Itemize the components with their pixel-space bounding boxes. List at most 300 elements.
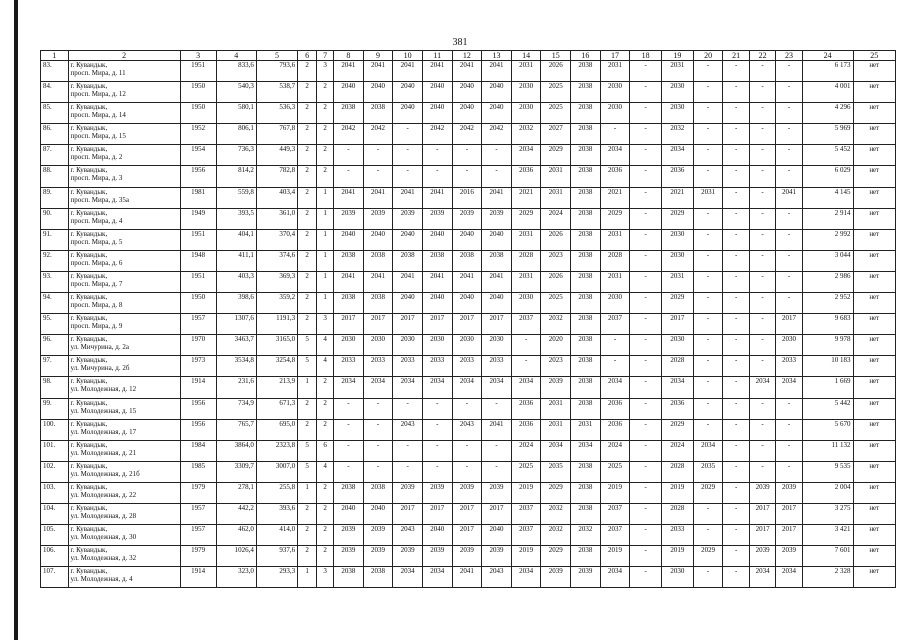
cell-col-20: - [693, 208, 723, 229]
row-number: 102. [41, 461, 69, 482]
cell-col-9: 2038 [363, 250, 393, 271]
cell-col-5: 393,6 [256, 503, 297, 524]
cell-col-23: 2041 [776, 187, 802, 208]
cell-col-15: 2034 [541, 440, 571, 461]
cell-col-10: 2040 [393, 229, 423, 250]
cell-col-22: - [749, 208, 775, 229]
column-number-17: 17 [600, 51, 630, 61]
cell-col-23: - [776, 293, 802, 314]
cell-col-23: 2039 [776, 546, 802, 567]
cell-col-25: нет [853, 398, 895, 419]
cell-col-9: - [363, 398, 393, 419]
cell-col-19: 2019 [662, 546, 694, 567]
cell-col-25: нет [853, 461, 895, 482]
cell-col-6: 5 [298, 335, 317, 356]
column-number-10: 10 [393, 51, 423, 61]
cell-col-23: - [776, 229, 802, 250]
table-row [41, 525, 896, 546]
cell-col-14: 2037 [511, 525, 541, 546]
cell-col-18: - [630, 461, 662, 482]
cell-col-23: - [776, 419, 802, 440]
cell-col-16: 2038 [571, 398, 601, 419]
cell-col-7: 6 [317, 440, 334, 461]
row-number: 107. [41, 567, 69, 588]
cell-col-21: - [723, 166, 749, 187]
cell-col-15: 2020 [541, 335, 571, 356]
cell-col-5: 293,3 [256, 567, 297, 588]
cell-col-16: 2038 [571, 293, 601, 314]
cell-col-20: - [693, 398, 723, 419]
cell-col-9: 2041 [363, 271, 393, 292]
cell-col-18: - [630, 377, 662, 398]
cell-col-24: 3 044 [802, 250, 853, 271]
cell-col-25: нет [853, 208, 895, 229]
cell-col-16: 2038 [571, 314, 601, 335]
cell-col-9: 2040 [363, 82, 393, 103]
cell-col-4: 806,1 [216, 124, 256, 145]
cell-col-21: - [723, 356, 749, 377]
cell-col-16: 2038 [571, 271, 601, 292]
cell-col-20: 2029 [693, 546, 723, 567]
cell-col-8: 2041 [334, 61, 364, 82]
address-street: ул. Молодежная, д. 4 [70, 575, 133, 584]
cell-col-16: 2038 [571, 482, 601, 503]
cell-col-10: 2040 [393, 293, 423, 314]
table-row [41, 546, 896, 567]
cell-col-13: 2017 [482, 503, 512, 524]
cell-col-7: 2 [317, 419, 334, 440]
cell-col-11: 2039 [422, 546, 452, 567]
column-number-21: 21 [723, 51, 749, 61]
cell-col-18: - [630, 440, 662, 461]
cell-col-20: 2031 [693, 187, 723, 208]
table-row [41, 166, 896, 187]
cell-col-6: 5 [298, 461, 317, 482]
cell-col-9: 2038 [363, 293, 393, 314]
cell-col-6: 2 [298, 525, 317, 546]
cell-col-5: 536,3 [256, 103, 297, 124]
housing-register-table [40, 50, 896, 588]
cell-col-8: 2038 [334, 103, 364, 124]
address-city: г. Кувандык, [70, 293, 108, 302]
address-city: г. Кувандык, [70, 103, 108, 112]
cell-col-10: 2033 [393, 356, 423, 377]
cell-col-3: 1956 [180, 419, 216, 440]
cell-col-14: 2024 [511, 440, 541, 461]
table-row [41, 187, 896, 208]
cell-col-17: 2037 [600, 525, 630, 546]
cell-col-6: 2 [298, 82, 317, 103]
cell-col-11: 2040 [422, 82, 452, 103]
cell-col-24: 1 669 [802, 377, 853, 398]
column-number-12: 12 [452, 51, 482, 61]
cell-col-4: 540,3 [216, 82, 256, 103]
table-row [41, 82, 896, 103]
cell-col-17: 2029 [600, 208, 630, 229]
cell-col-17: 2034 [600, 377, 630, 398]
cell-col-22: - [749, 103, 775, 124]
cell-col-5: 782,8 [256, 166, 297, 187]
address-street: просп. Мира, д. 35а [70, 195, 130, 204]
cell-col-16: 2038 [571, 103, 601, 124]
address-city: г. Кувандык, [70, 314, 108, 323]
cell-col-20: - [693, 335, 723, 356]
address-city: г. Кувандык, [70, 440, 108, 449]
cell-col-11: 2017 [422, 314, 452, 335]
cell-col-9: 2039 [363, 546, 393, 567]
cell-col-22: - [749, 124, 775, 145]
column-number-15: 15 [541, 51, 571, 61]
cell-col-6: 1 [298, 567, 317, 588]
cell-col-25: нет [853, 419, 895, 440]
cell-col-22: - [749, 82, 775, 103]
cell-col-14: 2037 [511, 314, 541, 335]
address-cell [68, 166, 180, 187]
cell-col-17: 2031 [600, 61, 630, 82]
cell-col-10: 2043 [393, 525, 423, 546]
cell-col-9: 2033 [363, 356, 393, 377]
cell-col-21: - [723, 546, 749, 567]
cell-col-18: - [630, 124, 662, 145]
cell-col-24: 9 683 [802, 314, 853, 335]
address-city: г. Кувандык, [70, 61, 108, 69]
row-number: 85. [41, 103, 69, 124]
cell-col-4: 814,2 [216, 166, 256, 187]
cell-col-18: - [630, 250, 662, 271]
address-city: г. Кувандык, [70, 482, 108, 491]
column-number-25: 25 [853, 51, 895, 61]
address-street: ул. Молодежная, д. 22 [70, 490, 137, 499]
cell-col-12: 2034 [452, 377, 482, 398]
cell-col-15: 2031 [541, 398, 571, 419]
cell-col-7: 1 [317, 293, 334, 314]
cell-col-20: 2029 [693, 482, 723, 503]
cell-col-8: 2039 [334, 208, 364, 229]
cell-col-25: нет [853, 271, 895, 292]
address-city: г. Кувандык, [70, 124, 108, 133]
cell-col-4: 398,6 [216, 293, 256, 314]
cell-col-22: 2017 [749, 503, 775, 524]
address-cell [68, 567, 180, 588]
cell-col-22: - [749, 356, 775, 377]
cell-col-5: 937,6 [256, 546, 297, 567]
cell-col-8: 2039 [334, 525, 364, 546]
row-number: 83. [41, 61, 69, 82]
cell-col-14: 2034 [511, 377, 541, 398]
cell-col-9: - [363, 419, 393, 440]
cell-col-16: 2038 [571, 229, 601, 250]
cell-col-6: 2 [298, 103, 317, 124]
cell-col-15: 2029 [541, 145, 571, 166]
cell-col-8: 2017 [334, 314, 364, 335]
cell-col-4: 1307,6 [216, 314, 256, 335]
cell-col-8: 2030 [334, 335, 364, 356]
cell-col-11: 2034 [422, 567, 452, 588]
cell-col-9: 2039 [363, 208, 393, 229]
cell-col-5: 3165,0 [256, 335, 297, 356]
cell-col-12: 2017 [452, 503, 482, 524]
cell-col-6: 2 [298, 208, 317, 229]
cell-col-14: - [511, 356, 541, 377]
cell-col-11: 2040 [422, 293, 452, 314]
cell-col-13: 2039 [482, 546, 512, 567]
cell-col-3: 1984 [180, 440, 216, 461]
cell-col-13: 2033 [482, 356, 512, 377]
cell-col-19: 2036 [662, 166, 694, 187]
cell-col-24: 9 535 [802, 461, 853, 482]
address-city: г. Кувандык, [70, 82, 108, 91]
cell-col-13: 2039 [482, 208, 512, 229]
cell-col-6: 2 [298, 546, 317, 567]
cell-col-20: - [693, 314, 723, 335]
cell-col-4: 278,1 [216, 482, 256, 503]
cell-col-14: 2032 [511, 124, 541, 145]
cell-col-11: 2040 [422, 103, 452, 124]
cell-col-22: 2039 [749, 482, 775, 503]
column-number-1: 1 [41, 51, 69, 61]
cell-col-14: - [511, 335, 541, 356]
cell-col-6: 2 [298, 61, 317, 82]
cell-col-24: 5 452 [802, 145, 853, 166]
cell-col-23: 2039 [776, 482, 802, 503]
cell-col-8: 2040 [334, 82, 364, 103]
cell-col-15: 2026 [541, 61, 571, 82]
address-street: просп. Мира, д. 9 [70, 322, 123, 331]
cell-col-19: 2021 [662, 187, 694, 208]
cell-col-22: - [749, 419, 775, 440]
cell-col-15: 2032 [541, 314, 571, 335]
cell-col-12: 2016 [452, 187, 482, 208]
cell-col-21: - [723, 419, 749, 440]
table-row [41, 103, 896, 124]
address-street: просп. Мира, д. 14 [70, 111, 126, 120]
cell-col-19: 2017 [662, 314, 694, 335]
cell-col-10: 2041 [393, 271, 423, 292]
cell-col-4: 404,1 [216, 229, 256, 250]
table-row [41, 250, 896, 271]
cell-col-3: 1970 [180, 335, 216, 356]
cell-col-21: - [723, 187, 749, 208]
cell-col-25: нет [853, 377, 895, 398]
cell-col-12: - [452, 461, 482, 482]
cell-col-7: 4 [317, 356, 334, 377]
address-street: ул. Молодежная, д. 30 [70, 533, 137, 542]
cell-col-5: 374,6 [256, 250, 297, 271]
cell-col-3: 1951 [180, 271, 216, 292]
cell-col-15: 2026 [541, 271, 571, 292]
address-cell [68, 461, 180, 482]
cell-col-15: 2026 [541, 229, 571, 250]
cell-col-15: 2029 [541, 546, 571, 567]
cell-col-25: нет [853, 314, 895, 335]
table-row [41, 124, 896, 145]
cell-col-12: 2040 [452, 293, 482, 314]
cell-col-5: 3254,8 [256, 356, 297, 377]
cell-col-10: - [393, 398, 423, 419]
cell-col-23: 2017 [776, 503, 802, 524]
cell-col-7: 1 [317, 250, 334, 271]
cell-col-13: 2040 [482, 293, 512, 314]
cell-col-8: - [334, 419, 364, 440]
cell-col-12: 2041 [452, 567, 482, 588]
cell-col-15: 2032 [541, 525, 571, 546]
column-number-13: 13 [482, 51, 512, 61]
cell-col-13: 2017 [482, 314, 512, 335]
cell-col-21: - [723, 503, 749, 524]
address-street: просп. Мира, д. 8 [70, 301, 123, 310]
cell-col-19: 2030 [662, 250, 694, 271]
cell-col-21: - [723, 208, 749, 229]
cell-col-25: нет [853, 356, 895, 377]
cell-col-22: - [749, 187, 775, 208]
cell-col-7: 2 [317, 503, 334, 524]
cell-col-15: 2025 [541, 103, 571, 124]
address-cell [68, 419, 180, 440]
address-street: ул. Мичурина, д. 2а [70, 343, 129, 352]
cell-col-25: нет [853, 124, 895, 145]
cell-col-12: 2041 [452, 271, 482, 292]
cell-col-7: 1 [317, 187, 334, 208]
cell-col-20: - [693, 377, 723, 398]
address-city: г. Кувандык, [70, 356, 108, 365]
address-city: г. Кувандык, [70, 461, 108, 470]
cell-col-5: 213,9 [256, 377, 297, 398]
cell-col-12: 2030 [452, 335, 482, 356]
cell-col-14: 2031 [511, 61, 541, 82]
cell-col-16: 2038 [571, 124, 601, 145]
address-city: г. Кувандык, [70, 398, 108, 407]
cell-col-5: 414,0 [256, 525, 297, 546]
address-cell [68, 250, 180, 271]
cell-col-14: 2028 [511, 250, 541, 271]
cell-col-7: 2 [317, 525, 334, 546]
cell-col-8: 2039 [334, 546, 364, 567]
cell-col-19: 2019 [662, 482, 694, 503]
cell-col-10: - [393, 166, 423, 187]
cell-col-8: 2041 [334, 271, 364, 292]
cell-col-15: 2035 [541, 461, 571, 482]
cell-col-17: 2025 [600, 461, 630, 482]
cell-col-4: 765,7 [216, 419, 256, 440]
cell-col-9: 2041 [363, 187, 393, 208]
cell-col-12: 2039 [452, 208, 482, 229]
cell-col-4: 323,0 [216, 567, 256, 588]
address-street: просп. Мира, д. 11 [70, 69, 126, 77]
cell-col-24: 3 275 [802, 503, 853, 524]
cell-col-7: 2 [317, 398, 334, 419]
row-number: 84. [41, 82, 69, 103]
cell-col-4: 833,6 [216, 61, 256, 82]
cell-col-6: 5 [298, 440, 317, 461]
cell-col-5: 359,2 [256, 293, 297, 314]
address-cell [68, 482, 180, 503]
cell-col-20: - [693, 567, 723, 588]
cell-col-12: 2039 [452, 482, 482, 503]
cell-col-6: 1 [298, 482, 317, 503]
cell-col-24: 4 001 [802, 82, 853, 103]
column-number-4: 4 [216, 51, 256, 61]
cell-col-23: - [776, 82, 802, 103]
cell-col-13: 2030 [482, 335, 512, 356]
address-street: ул. Молодежная, д. 21б [70, 469, 140, 478]
cell-col-18: - [630, 103, 662, 124]
cell-col-11: 2040 [422, 229, 452, 250]
cell-col-17: 2031 [600, 229, 630, 250]
cell-col-22: - [749, 293, 775, 314]
cell-col-25: нет [853, 293, 895, 314]
cell-col-4: 1026,4 [216, 546, 256, 567]
cell-col-13: - [482, 461, 512, 482]
cell-col-11: - [422, 166, 452, 187]
cell-col-24: 4 145 [802, 187, 853, 208]
address-street: ул. Молодежная, д. 15 [70, 406, 137, 415]
cell-col-5: 3007,0 [256, 461, 297, 482]
address-street: просп. Мира, д. 15 [70, 132, 126, 141]
row-number: 101. [41, 440, 69, 461]
cell-col-10: 2030 [393, 335, 423, 356]
cell-col-20: - [693, 103, 723, 124]
cell-col-10: 2040 [393, 103, 423, 124]
cell-col-11: - [422, 419, 452, 440]
table-row [41, 271, 896, 292]
cell-col-19: 2028 [662, 503, 694, 524]
cell-col-23: 2017 [776, 525, 802, 546]
cell-col-16: 2038 [571, 356, 601, 377]
cell-col-4: 442,2 [216, 503, 256, 524]
address-city: г. Кувандык, [70, 187, 108, 196]
cell-col-10: 2034 [393, 377, 423, 398]
address-city: г. Кувандык, [70, 166, 108, 175]
cell-col-8: 2038 [334, 293, 364, 314]
cell-col-20: - [693, 356, 723, 377]
cell-col-19: 2028 [662, 461, 694, 482]
cell-col-10: 2041 [393, 187, 423, 208]
table-row [41, 208, 896, 229]
cell-col-11: - [422, 398, 452, 419]
cell-col-24: 2 992 [802, 229, 853, 250]
cell-col-13: - [482, 145, 512, 166]
table-row [41, 440, 896, 461]
cell-col-7: 2 [317, 145, 334, 166]
cell-col-8: 2041 [334, 187, 364, 208]
cell-col-3: 1914 [180, 567, 216, 588]
cell-col-3: 1950 [180, 82, 216, 103]
cell-col-18: - [630, 229, 662, 250]
cell-col-17: 2019 [600, 482, 630, 503]
cell-col-14: 2030 [511, 103, 541, 124]
cell-col-16: 2038 [571, 82, 601, 103]
cell-col-3: 1985 [180, 461, 216, 482]
cell-col-25: нет [853, 440, 895, 461]
cell-col-20: - [693, 293, 723, 314]
cell-col-20: - [693, 419, 723, 440]
cell-col-3: 1979 [180, 482, 216, 503]
cell-col-15: 2029 [541, 482, 571, 503]
cell-col-8: - [334, 145, 364, 166]
cell-col-17: - [600, 124, 630, 145]
column-number-16: 16 [571, 51, 601, 61]
cell-col-13: 2040 [482, 82, 512, 103]
address-cell [68, 356, 180, 377]
address-cell [68, 229, 180, 250]
cell-col-11: 2017 [422, 503, 452, 524]
cell-col-19: 2030 [662, 82, 694, 103]
cell-col-15: 2039 [541, 567, 571, 588]
cell-col-8: - [334, 398, 364, 419]
cell-col-12: 2040 [452, 103, 482, 124]
cell-col-24: 2 328 [802, 567, 853, 588]
cell-col-14: 2036 [511, 419, 541, 440]
